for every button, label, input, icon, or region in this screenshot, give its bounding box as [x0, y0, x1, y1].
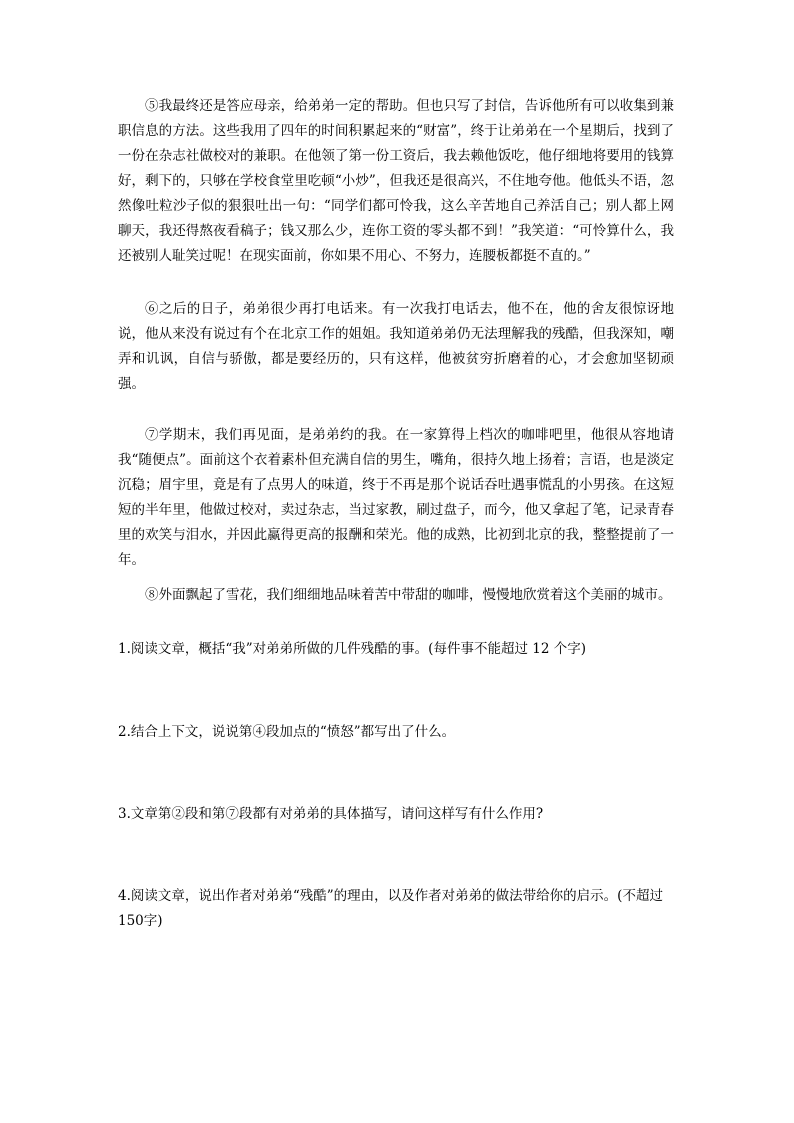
paragraph-5: ⑤我最终还是答应母亲，给弟弟一定的帮助。但也只写了封信，告诉他所有可以收集到兼职信息的方法。这些我用了四年的时间积累起来的“财富”，终于让弟弟在一个星期后，找到了一份在杂志社做校对的兼职。在他领了第一份工资后，我去赖他饭吃，他仔细地将要用的钱算好，剩下的，只够在学校食堂里吃顿“小炒”，但我还是很高兴，不住地夸他。他低头不语，忽然像吐粒沙子似的狠狠吐出一句：“同学们都可怜我，这么辛苦地自己养活自己；别人都上网聊天，我还得熬夜看稿子；钱又那么少，连你工资的零头都不到！”我笑道：“可怜算什么，我还被别人耻笑过呢！在现实面前，你如果不用心、不努力，连腰板都挺不直的。” [118, 98, 674, 264]
question-3: 3.文章第②段和第⑦段都有对弟弟的具体描写，请问这样写有什么作用? [118, 806, 544, 822]
paragraph-7: ⑦学期末，我们再见面，是弟弟约的我。在一家算得上档次的咖啡吧里，他很从容地请我“随便点”。面前这个衣着素朴但充满自信的男生，嘴角，很持久地上扬着；言语，也是淡定沉稳；眉宇里，竟是有了点男人的味道，终于不再是那个说话吞吐遇事慌乱的小男孩。在这短短的半年里，他做过校对，卖过杂志，当过家教，刷过盘子，而今，他又拿起了笔，记录青春里的欢笑与泪水，并因此赢得更高的报酬和荣光。他的成熟，比初到北京的我，整整提前了一年。 [118, 427, 674, 568]
question-2: 2.结合上下文，说说第④段加点的“愤怒”都写出了什么。 [118, 724, 456, 740]
question-4: 4.阅读文章，说出作者对弟弟“残酷”的理由，以及作者对弟弟的做法带给你的启示。(不超过 150字) [118, 888, 663, 929]
paragraph-8: ⑧外面飘起了雪花，我们细细地品味着苦中带甜的咖啡，慢慢地欣赏着这个美丽的城市。 [145, 587, 672, 603]
paragraph-6: ⑥之后的日子，弟弟很少再打电话来。有一次我打电话去，他不在，他的舍友很惊讶地说，他从来没有说过有个在北京工作的姐姐。我知道弟弟仍无法理解我的残酷，但我深知，嘲弄和讥讽，自信与骄傲，都是要经历的，只有这样，他被贫穷折磨着的心，才会愈加坚韧顽强。 [118, 301, 674, 392]
question-1: 1.阅读文章，概括“我”对弟弟所做的几件残酷的事。(每件事不能超过 12 个字) [118, 641, 586, 657]
